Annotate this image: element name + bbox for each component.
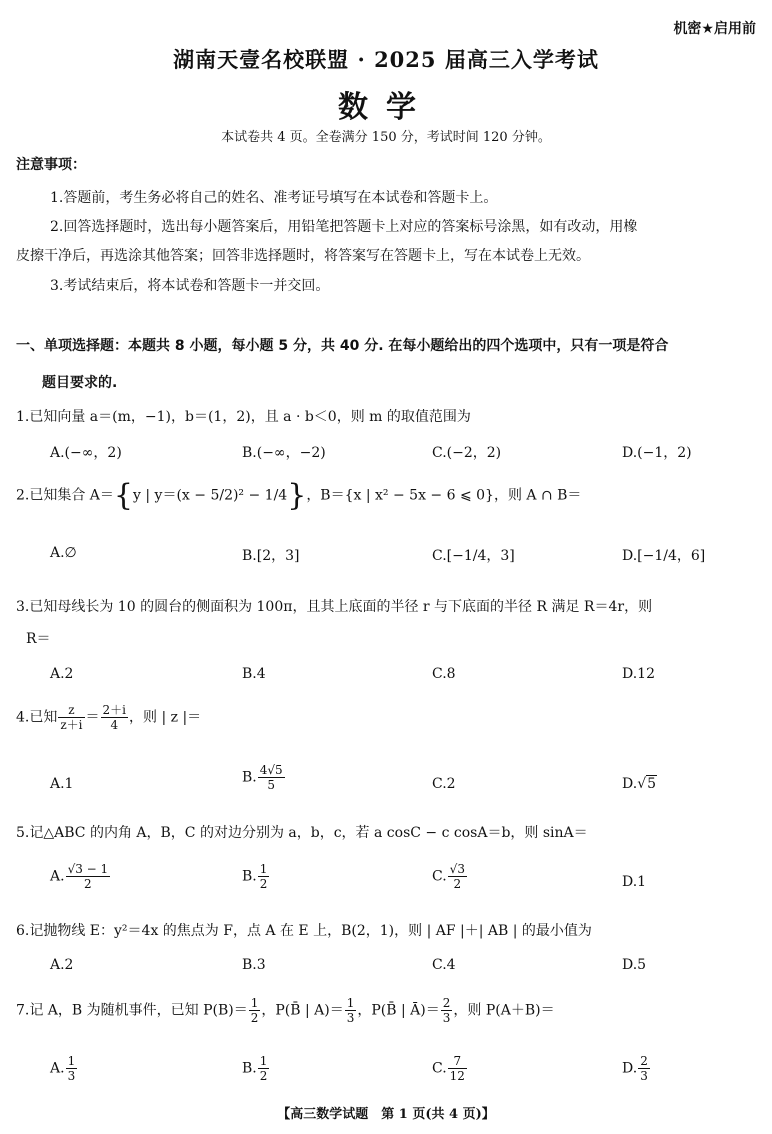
q1-option-d: D.(−1，2) <box>622 445 692 461</box>
q4-option-b <box>242 763 286 792</box>
q7-prob-3-numerator: 2 <box>442 996 451 1010</box>
question-3-stem-line2: R＝ <box>26 631 51 647</box>
q7-option-c <box>432 1054 468 1083</box>
q5-option-a-denominator: 2 <box>84 877 92 891</box>
confidential-mark: 机密★启用前 <box>673 21 756 37</box>
q7-option-a-numerator: 1 <box>67 1054 76 1068</box>
q7-option-c-denominator: 12 <box>449 1069 465 1083</box>
q7-option-b-numerator: 1 <box>259 1054 268 1068</box>
q6-option-c: C.4 <box>432 957 456 973</box>
section-heading-line1: 一、单项选择题：本题共 8 小题，每小题 5 分，共 40 分. 在每小题给出的四个选项中，只有一项是符合 <box>16 338 669 354</box>
q7-option-b-label: B. <box>242 1060 257 1077</box>
q7-option-d-numerator: 2 <box>640 1054 648 1068</box>
q7-prob-b-numerator: 1 <box>250 996 259 1010</box>
q4-frac1-numerator: z <box>58 703 84 718</box>
q7-option-a <box>50 1054 78 1083</box>
question-2-stem <box>16 478 581 513</box>
q5-option-c <box>432 862 468 891</box>
question-1-stem: 1.已知向量 a＝(m，−1)，b＝(1，2)，且 a · b＜0，则 m 的取值范围为 <box>16 409 471 425</box>
q7-option-a-denominator: 3 <box>67 1069 76 1083</box>
subject-title: 数学 <box>338 90 434 125</box>
q1-option-b: B.(−∞，−2) <box>242 445 326 461</box>
q2-option-d: D.[−1/4，6] <box>622 548 706 564</box>
q5-option-b-label: B. <box>242 868 257 885</box>
q7-mid-2: ，P(B̄ | Ā)＝ <box>357 1002 440 1019</box>
q7-option-a-fraction <box>66 1054 78 1083</box>
q7-prob-nb-given-a <box>345 996 357 1025</box>
section-heading-line2: 题目要求的. <box>42 375 118 391</box>
q5-option-c-denominator: 2 <box>453 877 462 891</box>
q4-option-a: A.1 <box>50 776 74 792</box>
question-7-stem <box>16 996 555 1025</box>
q5-option-c-fraction <box>448 862 467 891</box>
q2-left-brace: { <box>113 478 134 513</box>
q7-prob-2-numerator: 1 <box>346 996 355 1010</box>
q5-option-d: D.1 <box>622 874 647 890</box>
q5-option-a <box>50 862 111 891</box>
q3-option-a: A.2 <box>50 666 74 682</box>
q4-fraction-1 <box>58 703 84 732</box>
q7-prob-2-denominator: 3 <box>346 1011 355 1025</box>
q2-set-b: ，B＝{x | x² − 5x − 6 ⩽ 0}，则 A ∩ B＝ <box>306 487 582 504</box>
q5-option-b-denominator: 2 <box>259 877 268 891</box>
q1-option-a: A.(−∞，2) <box>50 445 122 461</box>
q2-lead: 2.已知集合 A＝ <box>16 487 114 504</box>
q5-option-b <box>242 862 270 891</box>
q1-option-c: C.(−2，2) <box>432 445 502 461</box>
question-3-stem-line1: 3.已知母线长为 10 的圆台的侧面积为 100π，且其上底面的半径 r 与下底面的半径 R 满足 R＝4r，则 <box>16 599 653 615</box>
question-5-stem: 5.记△ABC 的内角 A，B，C 的对边分别为 a，b，c，若 a cosC − c cosA＝b，则 sinA＝ <box>16 825 588 841</box>
exam-info: 本试卷共 4 页。全卷满分 150 分，考试时间 120 分钟。 <box>221 130 551 145</box>
q7-option-d-label: D. <box>622 1060 638 1077</box>
q7-prob-nb-given-na <box>441 996 453 1025</box>
q2-option-b: B.[2，3] <box>242 548 300 564</box>
notice-heading: 注意事项： <box>16 157 86 173</box>
q2-right-brace: } <box>287 478 307 513</box>
notice-item-2b: 皮擦干净后，再选涂其他答案；回答非选择题时，将答案写在答题卡上，写在本试卷上无效。 <box>16 248 590 264</box>
notice-item-3: 3.考试结束后，将本试卷和答题卡一并交回。 <box>50 278 330 294</box>
q5-option-a-numerator: √3 − 1 <box>67 862 109 876</box>
q4-option-c: C.2 <box>432 776 456 792</box>
q4-option-d-label: D. <box>622 776 638 792</box>
q3-option-c: C.8 <box>432 666 456 682</box>
q4-equals: ＝ <box>85 709 100 726</box>
question-4-stem <box>16 703 201 732</box>
q4-fraction-2 <box>101 703 128 732</box>
q2-set-a-body: y | y＝(x − 5/2)² − 1/4 <box>133 487 288 504</box>
question-6-stem: 6.记抛物线 E：y²＝4x 的焦点为 F，点 A 在 E 上，B(2，1)，则 | AF |＋| AB | 的最小值为 <box>16 923 592 939</box>
q4-frac2-numerator: 2＋i <box>102 703 127 717</box>
q6-option-a: A.2 <box>50 957 74 973</box>
q4-option-b-denominator: 5 <box>267 778 276 792</box>
q7-option-d-denominator: 3 <box>640 1069 648 1083</box>
q4-tail: ，则 | z |＝ <box>129 709 202 726</box>
q7-option-d <box>622 1054 651 1083</box>
q6-option-b: B.3 <box>242 957 266 973</box>
q3-option-b: B.4 <box>242 666 266 682</box>
q4-frac2-denominator: 4 <box>110 718 119 732</box>
q5-option-b-fraction <box>258 862 270 891</box>
q7-prob-3-denominator: 3 <box>442 1011 451 1025</box>
q3-option-d: D.12 <box>622 666 655 682</box>
page-footer: 【高三数学试题 第 1 页(共 4 页)】 <box>277 1107 495 1122</box>
q7-option-d-fraction <box>638 1054 650 1083</box>
q7-option-b <box>242 1054 270 1083</box>
q7-option-c-label: C. <box>432 1060 447 1077</box>
q5-option-c-numerator: √3 <box>449 862 465 876</box>
q7-tail: ，则 P(A＋B)＝ <box>453 1002 555 1019</box>
q5-option-c-label: C. <box>432 868 447 885</box>
q7-option-a-label: A. <box>50 1060 65 1077</box>
q5-option-a-label: A. <box>50 868 65 885</box>
q7-mid-1: ，P(B̄ | A)＝ <box>261 1002 344 1019</box>
q4-option-d-radicand: 5 <box>647 776 657 792</box>
q4-option-d <box>622 776 657 792</box>
q4-option-d-radical: √ <box>637 776 647 792</box>
q2-option-a: A.∅ <box>50 545 77 561</box>
q7-prob-b <box>249 996 261 1025</box>
q5-option-b-numerator: 1 <box>259 862 268 876</box>
q7-option-b-fraction <box>258 1054 270 1083</box>
q7-lead: 7.记 A，B 为随机事件，已知 P(B)＝ <box>16 1002 248 1019</box>
notice-item-2a: 2.回答选择题时，选出每小题答案后，用铅笔把答题卡上对应的答案标号涂黑，如有改动，用橡 <box>50 219 638 235</box>
q7-option-c-fraction <box>448 1054 467 1083</box>
q4-option-b-fraction <box>258 763 285 792</box>
q7-prob-b-denominator: 2 <box>250 1011 259 1025</box>
notice-item-1: 1.答题前，考生务必将自己的姓名、准考证号填写在本试卷和答题卡上。 <box>50 190 498 206</box>
q5-option-a-fraction <box>66 862 111 891</box>
q4-frac1-denominator: z＋i <box>60 718 83 732</box>
exam-title: 湖南天壹名校联盟 · 2025 届高三入学考试 <box>173 47 599 72</box>
q2-option-c: C.[−1/4，3] <box>432 548 515 564</box>
q7-option-c-numerator: 7 <box>448 1054 467 1069</box>
q7-option-b-denominator: 2 <box>259 1069 268 1083</box>
q4-option-b-label: B. <box>242 769 257 786</box>
q6-option-d: D.5 <box>622 957 647 973</box>
q4-lead: 4.已知 <box>16 709 58 726</box>
q4-option-b-numerator: 4√5 <box>259 763 283 777</box>
